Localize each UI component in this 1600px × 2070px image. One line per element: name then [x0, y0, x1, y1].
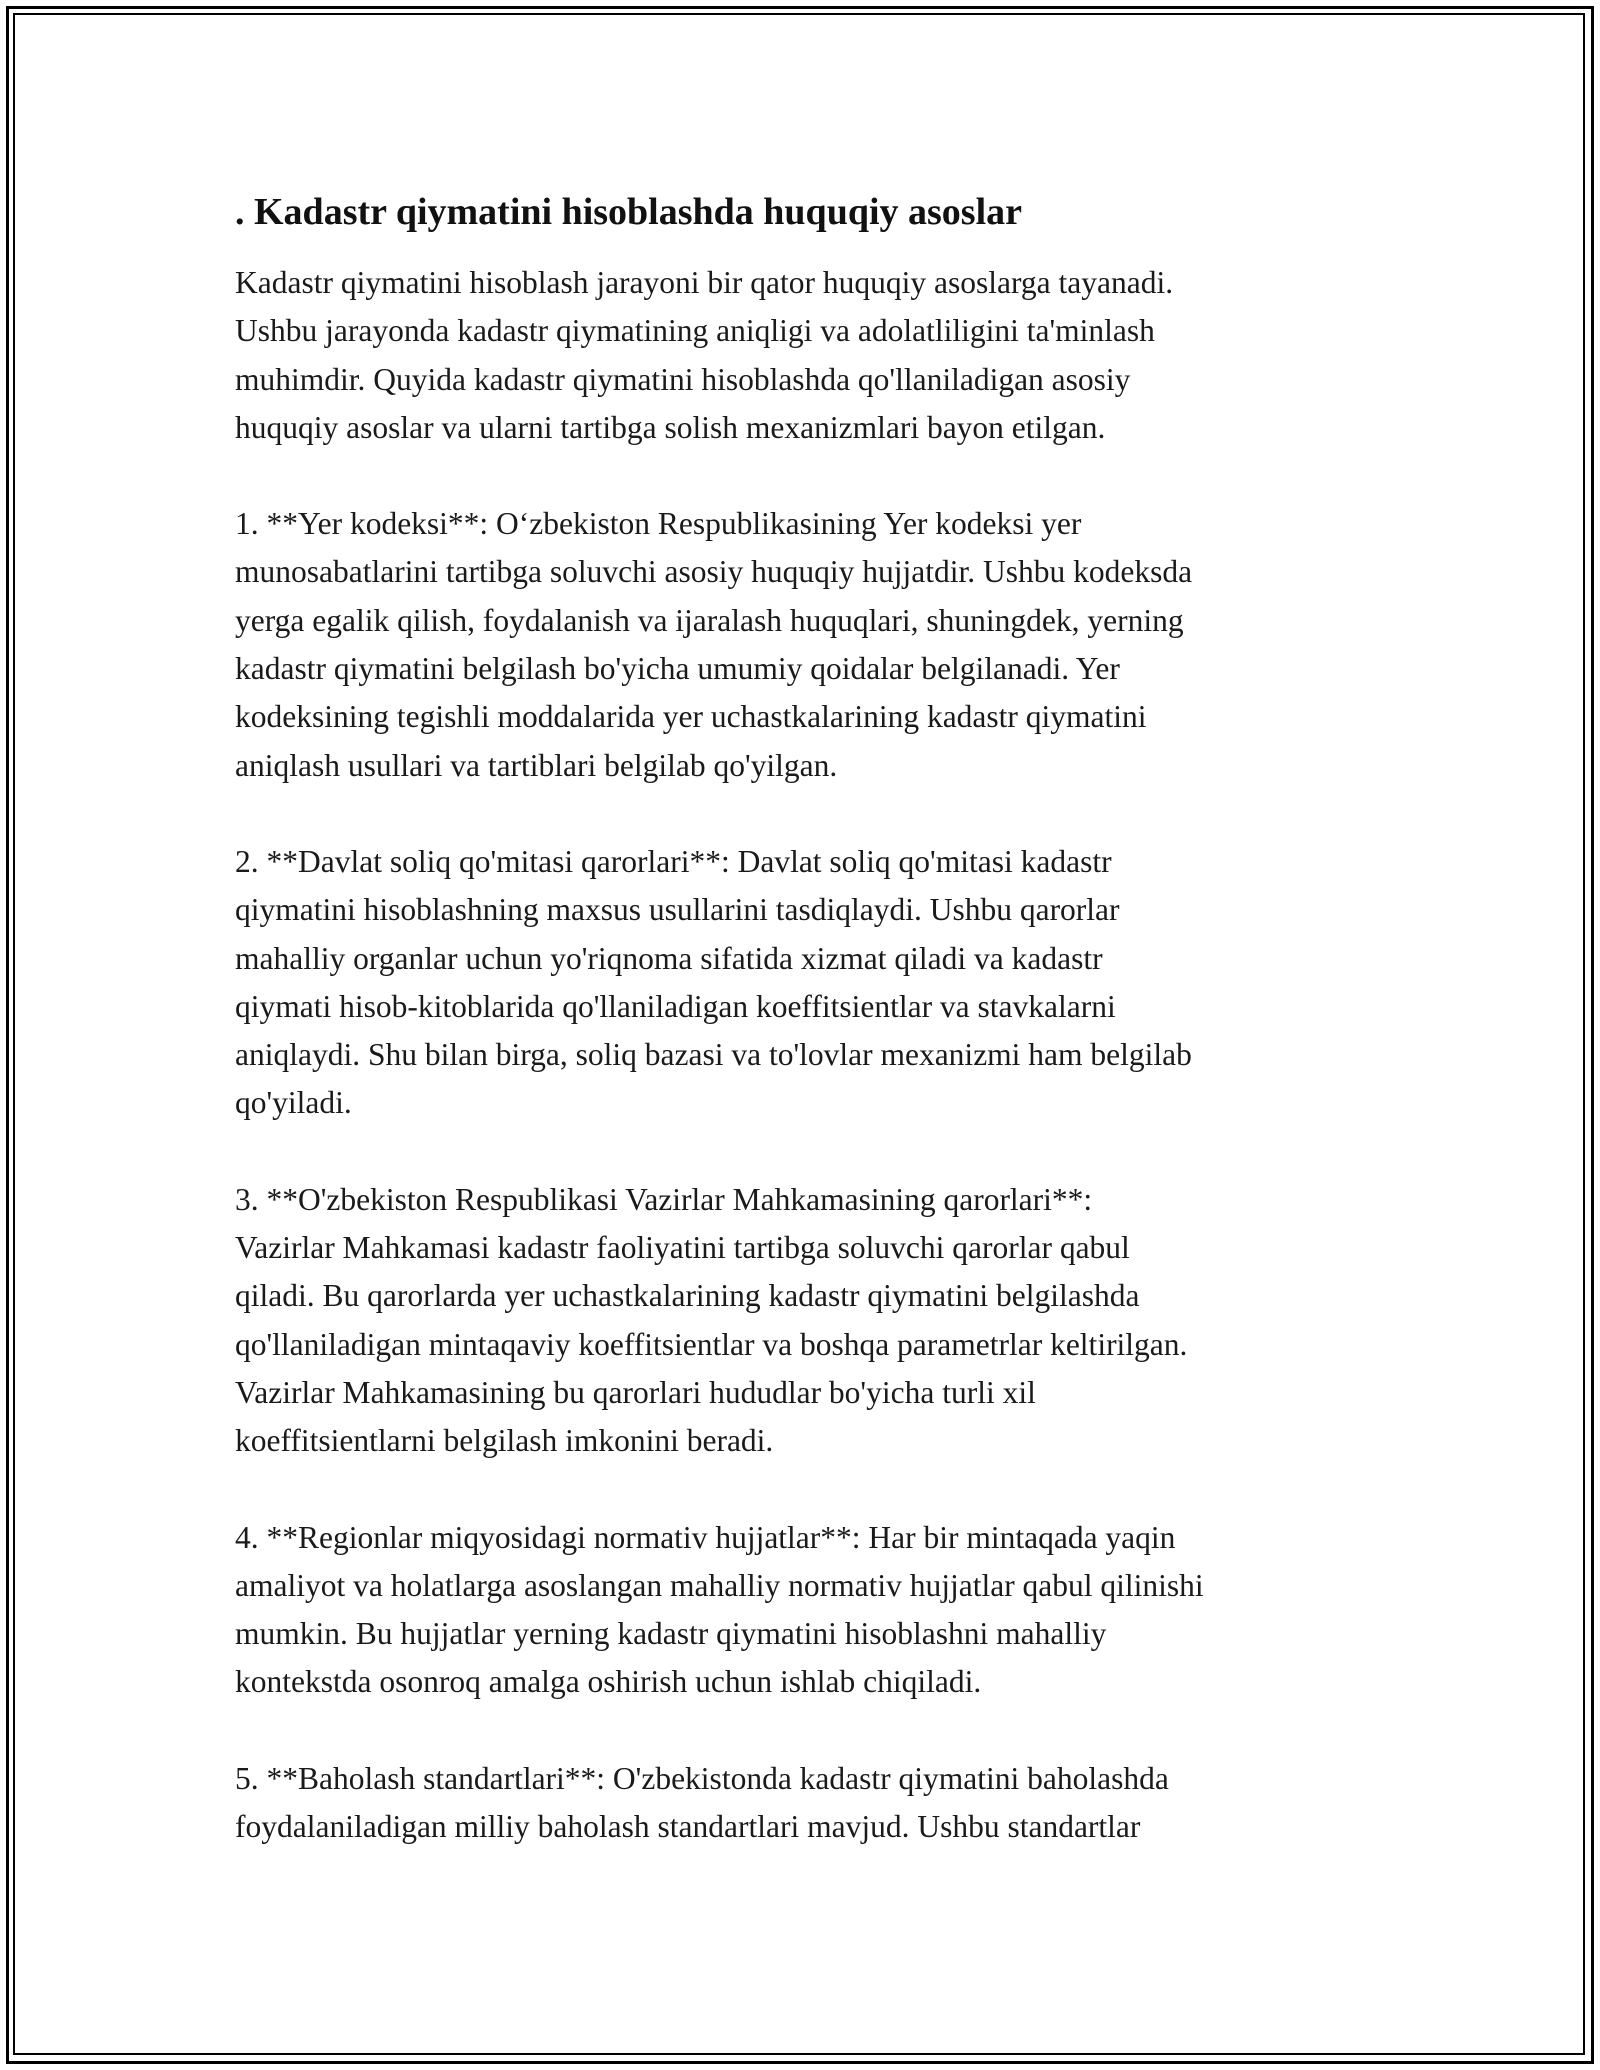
page-title: . Kadastr qiymatini hisoblashda huquqiy asoslar [235, 191, 1023, 233]
item-regional-normativ: 4. **Regionlar miqyosidagi normativ hujjatlar**: Har bir mintaqada yaqin amaliyot va holatlarga asoslangan mahalliy normativ hujjatlar qabul qilinishi mumkin. Bu hujjatlar yerning kadastr qiymatini hisoblashni mahalliy kontekstda osonroq amalga oshirish uchun ishlab chiqiladi. [235, 1519, 1204, 1700]
item-baholash-standartlari: 5. **Baholash standartlari**: O'zbekistonda kadastr qiymatini baholashda foydalaniladigan milliy baholash standartlari mavjud. Ushbu standartlar [235, 1760, 1169, 1845]
item-davlat-soliq-qomitasi: 2. **Davlat soliq qo'mitasi qarorlari**: Davlat soliq qo'mitasi kadastr qiymatini hisoblashning maxsus usullarini tasdiqlaydi. Ushbu qarorlar mahalliy organlar uchun yo'riqnoma sifatida xizmat qiladi va kadastr qiymati hisob-kitoblarida qo'llaniladigan koeffitsientlar va stavkalarni aniqlaydi. Shu bilan birga, soliq bazasi va to'lovlar mexanizmi ham belgilab qo'yiladi. [235, 843, 1192, 1121]
intro-paragraph: Kadastr qiymatini hisoblash jarayoni bir qator huquqiy asoslarga tayanadi. Ushbu jarayonda kadastr qiymatining aniqligi va adolatliligini ta'minlash muhimdir. Quyida kadastr qiymatini hisoblashda qo'llaniladigan asosiy huquqiy asoslar va ularni tartibga solish mexanizmlari bayon etilgan. [235, 265, 1174, 445]
item-vazirlar-mahkamasi: 3. **O'zbekiston Respublikasi Vazirlar Mahkamasining qarorlari**: Vazirlar Mahkamasi kadastr faoliyatini tartibga soluvchi qarorlar qabul qiladi. Bu qarorlarda yer uchastkalarining kadastr qiymatini belgilashda qo'llaniladigan mintaqaviy koeffitsientlar va boshqa parametrlar keltirilgan. Vazirlar Mahkamasining bu qarorlari hududlar bo'yicha turli xil koeffitsientlarni belgilash imkonini beradi. [235, 1181, 1188, 1459]
document-body [235, 185, 1385, 1899]
item-yer-kodeksi: 1. **Yer kodeksi**: O‘zbekiston Respublikasining Yer kodeksi yer munosabatlarini tartibga soluvchi asosiy huquqiy hujjatdir. Ushbu kodeksda yerga egalik qilish, foydalanish va ijaralash huquqlari, shuningdek, yerning kadastr qiymatini belgilash bo'yicha umumiy qoidalar belgilanadi. Yer kodeksining tegishli moddalarida yer uchastkalarining kadastr qiymatini aniqlash usullari va tartiblari belgilab qo'yilgan. [235, 506, 1193, 783]
